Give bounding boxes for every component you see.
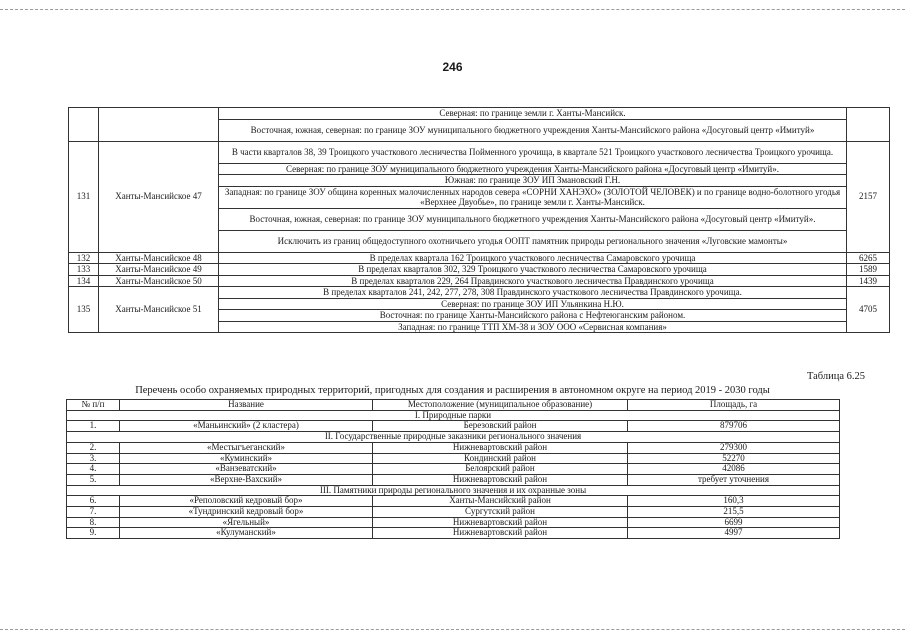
table-row: [67, 507, 840, 518]
cell-location: Восточная, южная, северная: по границе ЗОУ муниципального бюджетного учреждения Ханты-Мансийского района «Досуговый центр «Имитуй».: [219, 208, 847, 230]
cell-name: «Верхне-Вахский»: [120, 474, 373, 485]
cell-location: Белоярский район: [373, 464, 628, 475]
cell-location: Березовский район: [373, 421, 628, 432]
section-title: I. Природные парки: [67, 410, 840, 421]
cell-num: 5.: [67, 474, 120, 485]
scan-bottom-edge: [0, 629, 905, 630]
cell-name: «Маньинский» (2 кластера): [120, 421, 373, 432]
table-row: [67, 496, 840, 507]
section-title: II. Государственные природные заказники регионального значения: [67, 432, 840, 443]
cell-num: 7.: [67, 507, 120, 518]
table-row: [69, 252, 890, 264]
cell-num: 133: [69, 264, 99, 276]
table-row: [69, 141, 890, 163]
table-row: [67, 442, 840, 453]
cell-location: В пределах квартала 162 Троицкого участкового лесничества Самаровского урочища: [219, 252, 847, 264]
table-row: [67, 464, 840, 475]
cell-area: 6265: [847, 252, 890, 264]
cell-area: 1589: [847, 264, 890, 276]
protected-areas-table: [66, 399, 840, 539]
cell-location: Восточная, южная, северная: по границе ЗОУ муниципального бюджетного учреждения Ханты-Мансийского района «Досуговый центр «Имитуй»: [219, 119, 847, 141]
cell-num: 131: [69, 141, 99, 252]
page-number: 246: [442, 60, 463, 74]
cell-location: Кондинский район: [373, 453, 628, 464]
cell-num: 4.: [67, 464, 120, 475]
cell-area: 1439: [847, 275, 890, 287]
cell-area: 2157: [847, 141, 890, 252]
cell-location: Северная: по границе ЗОУ муниципального бюджетного учреждения Ханты-Мансийского района «Досуговый центр «Имитуй».: [219, 163, 847, 175]
cell-location: В пределах кварталов 229, 264 Правдинского участкового лесничества Правдинского урочища: [219, 275, 847, 287]
table-row: [67, 474, 840, 485]
hunting-grounds-table-continued: [68, 107, 890, 333]
table-header-row: [67, 400, 840, 411]
cell-name: Ханты-Мансийское 50: [99, 275, 219, 287]
header-location: Местоположение (муниципальное образование): [373, 400, 628, 411]
table-row: [67, 453, 840, 464]
header-name: Название: [120, 400, 373, 411]
cell-area: требует уточнения: [628, 474, 840, 485]
cell-name: Ханты-Мансийское 47: [99, 141, 219, 252]
table-row: [69, 287, 890, 299]
section-row: [67, 410, 840, 421]
table-row: [67, 528, 840, 539]
cell-name: «Ягельный»: [120, 517, 373, 528]
table-row: [67, 421, 840, 432]
table-title: Перечень особо охраняемых природных территорий, пригодных для создания и расширения в автономном округе на период 2019 - 2030 годы: [135, 385, 770, 396]
cell-area: 4705: [847, 287, 890, 333]
cell-area: 6699: [628, 517, 840, 528]
cell-area: 879706: [628, 421, 840, 432]
cell-location: Восточная: по границе Ханты-Мансийского района с Нефтеюганским районом.: [219, 310, 847, 322]
table-row: [69, 108, 890, 120]
cell-name: «Местыгъеганский»: [120, 442, 373, 453]
cell-location: Сургутский район: [373, 507, 628, 518]
cell-name: Ханты-Мансийское 49: [99, 264, 219, 276]
cell-num: 132: [69, 252, 99, 264]
cell-name: «Куминский»: [120, 453, 373, 464]
cell-name-empty: [99, 108, 219, 142]
cell-num: 9.: [67, 528, 120, 539]
cell-num: 6.: [67, 496, 120, 507]
cell-name: Ханты-Мансийское 48: [99, 252, 219, 264]
cell-area: 52270: [628, 453, 840, 464]
cell-location: Исключить из границ общедоступного охотничьего угодья ООПТ памятник природы регионального значения «Луговские мамонты»: [219, 230, 847, 252]
section-title: III. Памятники природы регионального значения и их охранные зоны: [67, 485, 840, 496]
cell-location: В части кварталов 38, 39 Троицкого участкового лесничества Пойменного урочища, в квартале 521 Троицкого участкового лесничества Троицкого урочища.: [219, 141, 847, 163]
cell-location: Нижневартовский район: [373, 528, 628, 539]
cell-num: 134: [69, 275, 99, 287]
cell-area: 215,5: [628, 507, 840, 518]
cell-num: 1.: [67, 421, 120, 432]
cell-num: 135: [69, 287, 99, 333]
cell-location: Нижневартовский район: [373, 517, 628, 528]
cell-location: Западная: по границе ЗОУ община коренных малочисленных народов севера «СОРНИ ХАНЭХО» (ЗОЛОТОЙ ЧЕЛОВЕК) и по границе водно-болотного угодья «Верхнее Двуобье», по границе земли г. Ханты-Мансийск.: [219, 186, 847, 208]
cell-area: 42086: [628, 464, 840, 475]
cell-location: Северная: по границе ЗОУ ИП Ульянкина Н.Ю.: [219, 298, 847, 310]
cell-num: 3.: [67, 453, 120, 464]
cell-name: «Кулуманский»: [120, 528, 373, 539]
section-row: [67, 485, 840, 496]
cell-location: Южная: по границе ЗОУ ИП Змановский Г.Н.: [219, 175, 847, 187]
table-row: [69, 275, 890, 287]
cell-location: Западная: по границе ТТП ХМ-38 и ЗОУ ООО «Сервисная компания»: [219, 321, 847, 333]
cell-name: «Реполовский кедровый бор»: [120, 496, 373, 507]
cell-name: «Тундринский кедровый бор»: [120, 507, 373, 518]
cell-num: 2.: [67, 442, 120, 453]
cell-location: Нижневартовский район: [373, 442, 628, 453]
cell-location: Ханты-Мансийский район: [373, 496, 628, 507]
cell-location: Северная: по границе земли г. Ханты-Мансийск.: [219, 108, 847, 120]
table-row: [69, 264, 890, 276]
header-area: Площадь, га: [628, 400, 840, 411]
cell-location: В пределах кварталов 302, 329 Троицкого участкового лесничества Самаровского урочища: [219, 264, 847, 276]
cell-location: В пределах кварталов 241, 242, 277, 278, 308 Правдинского участкового лесничества Правдинского урочища.: [219, 287, 847, 299]
cell-name: «Ванзеватский»: [120, 464, 373, 475]
cell-num: 8.: [67, 517, 120, 528]
cell-name: Ханты-Мансийское 51: [99, 287, 219, 333]
cell-num-empty: [69, 108, 99, 142]
table-row: [67, 517, 840, 528]
cell-area-empty: [847, 108, 890, 142]
header-num: № п/п: [67, 400, 120, 411]
cell-area: 279300: [628, 442, 840, 453]
cell-area: 160,3: [628, 496, 840, 507]
scan-top-edge: [0, 9, 905, 10]
cell-area: 4997: [628, 528, 840, 539]
table-label: Таблица 6.25: [806, 371, 865, 382]
section-row: [67, 432, 840, 443]
cell-location: Нижневартовский район: [373, 474, 628, 485]
